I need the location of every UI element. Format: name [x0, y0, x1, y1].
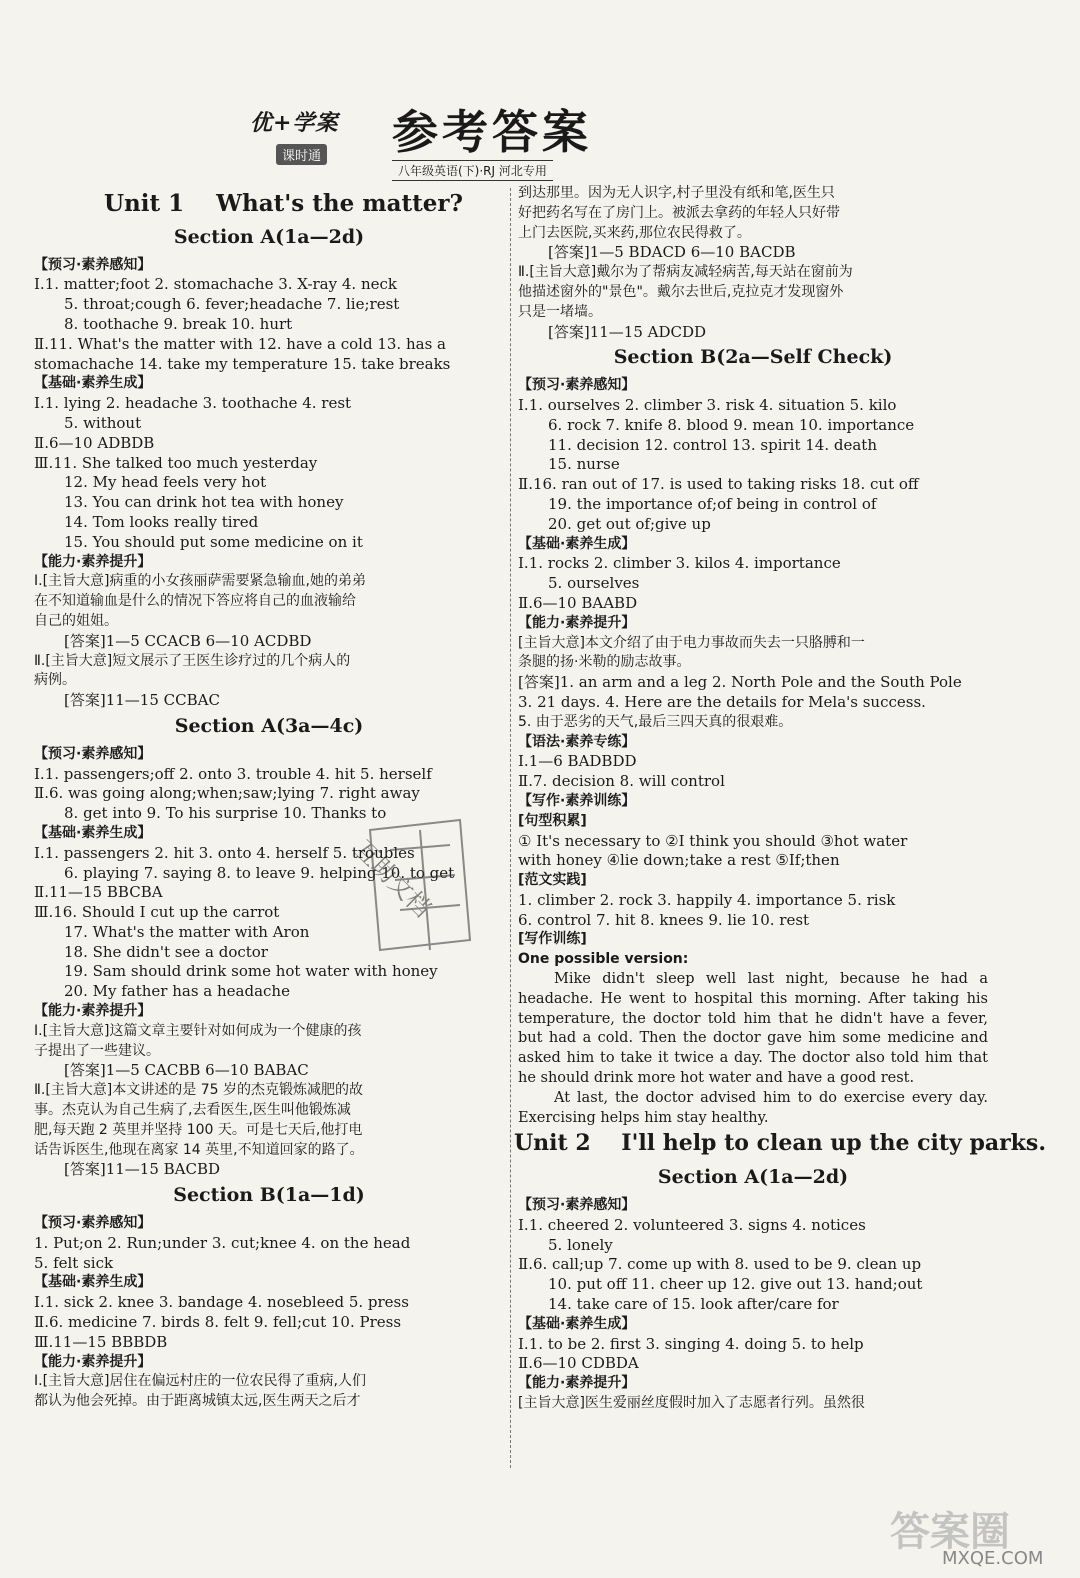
block-heading: 【能力·素养提升】	[518, 1375, 636, 1392]
answer-line: 19. Sam should drink some hot water with honey	[64, 962, 438, 981]
answer-line: Ⅱ.[主旨大意]本文讲述的是 75 岁的杰克锻炼减肥的故	[34, 1082, 363, 1099]
block-heading: 【预习·素养感知】	[518, 377, 636, 394]
block-heading: 【能力·素养提升】	[518, 614, 636, 631]
answer-line: 肥,每天跑 2 英里并坚持 100 天。可是七天后,他打电	[34, 1121, 363, 1138]
block-heading: 【预习·素养感知】	[34, 256, 152, 273]
answer-line: Ⅱ.6. was going along;when;saw;lying 7. right away	[34, 784, 420, 803]
answer-line: Ⅱ.6—10 BAABD	[518, 593, 638, 612]
unit-2-title: Unit 2 I'll help to clean up the city parks.	[514, 1130, 1046, 1157]
section-heading: Section A(1a—2d)	[657, 1166, 849, 1189]
answer-line: 6. control 7. hit 8. knees 9. lie 10. rest	[518, 910, 810, 929]
answer-line: 5. 由于恶劣的天气,最后三四天真的很艰难。	[518, 713, 793, 730]
block-heading: 【能力·素养提升】	[34, 553, 152, 570]
answer-line: 病例。	[34, 672, 76, 689]
watermark-logo: 答案圈	[890, 1509, 1010, 1555]
essay-paragraph: At last, the doctor advised him to do exercise every day. Exercising helps him stay healthy.	[518, 1089, 988, 1126]
answer-line: 子提出了一些建议。	[34, 1042, 160, 1059]
answer-line: 14. Tom looks really tired	[64, 512, 259, 531]
answer-line: 条腿的扬·米勒的励志故事。	[518, 654, 691, 671]
answer-line: Ⅰ.1—6 BADBDD	[518, 752, 637, 771]
page-title: 参考答案	[392, 105, 592, 159]
right-column	[514, 184, 1046, 1414]
block-heading: 【基础·素养生成】	[34, 1274, 152, 1291]
block-heading: 【语法·素养专练】	[518, 733, 636, 750]
answer-line: 3. 21 days. 4. Here are the details for Mela's success.	[518, 692, 926, 711]
watermark-url: MXQE.COM	[942, 1548, 1044, 1569]
answer-line: 自己的姐姐。	[34, 612, 118, 629]
answer-line: Ⅱ.16. ran out of 17. is used to taking risks 18. cut off	[518, 475, 919, 494]
answer-line: [答案]11—15 BACBD	[64, 1160, 221, 1179]
answer-line: 11. decision 12. control 13. spirit 14. death	[548, 435, 877, 454]
answer-line: 14. take care of 15. look after/care for	[548, 1295, 839, 1314]
answer-line: [答案]1—5 BDACD 6—10 BACDB	[548, 243, 796, 262]
answer-line: Ⅰ.1. matter;foot 2. stomachache 3. X-ray 4. neck	[34, 275, 397, 294]
answer-line: 到达那里。因为无人识字,村子里没有纸和笔,医生只	[518, 185, 835, 201]
answer-line: 好把药名写在了房门上。被派去拿药的年轻人只好带	[518, 204, 840, 221]
unit-1-title: Unit 1 What's the matter?	[104, 190, 463, 217]
block-heading: 【预习·素养感知】	[518, 1197, 636, 1214]
block-subheading: [写作训练]	[518, 931, 587, 948]
answer-line: 12. My head feels very hot	[64, 473, 267, 492]
essay-paragraph: Mike didn't sleep well last night, because he had a headache. He went to hospital this morning. After taking his temperature, the doctor told him that he didn't have a fever, but had a cold. Then the doctor gave him some medicine and asked him to take it twice a day. The doctor also told him that he should drink more hot water and have a good rest.	[518, 971, 988, 1087]
answer-line: Ⅱ.6—10 CDBDA	[518, 1354, 639, 1373]
answer-line: Ⅱ.6. medicine 7. birds 8. felt 9. fell;cut 10. Press	[34, 1313, 402, 1332]
answer-line: [答案]1. an arm and a leg 2. North Pole and the South Pole	[518, 673, 962, 692]
answer-line: 1. Put;on 2. Run;under 3. cut;knee 4. on the head	[34, 1233, 411, 1252]
sample-essay	[518, 970, 988, 1128]
answer-line: 20. My father has a headache	[64, 982, 290, 1001]
answer-line: [答案]11—15 ADCDD	[548, 322, 707, 341]
sample-essay-label: One possible version:	[518, 951, 689, 968]
answer-line: 5. without	[64, 413, 142, 432]
answer-line: with honey ④lie down;take a rest ⑤If;then	[518, 851, 840, 870]
block-heading: 【基础·素养生成】	[518, 535, 636, 552]
answer-line: 18. She didn't see a doctor	[64, 942, 268, 961]
block-subheading: [句型积累]	[518, 812, 587, 829]
answer-line: [答案]11—15 CCBAC	[64, 691, 220, 710]
answer-line: 15. nurse	[548, 455, 620, 474]
answer-line: Ⅰ.1. cheered 2. volunteered 3. signs 4. notices	[518, 1215, 866, 1234]
answer-line: Ⅰ.[主旨大意]居住在偏远村庄的一位农民得了重病,人们	[34, 1373, 366, 1390]
answer-line: Ⅱ.6. call;up 7. come up with 8. used to be 9. clean up	[518, 1255, 922, 1274]
block-heading: 【写作·素养训练】	[518, 792, 636, 809]
answer-line: Ⅰ.[主旨大意]这篇文章主要针对如何成为一个健康的孩	[34, 1022, 362, 1039]
answer-line: 话告诉医生,他现在离家 14 英里,不知道回家的路了。	[34, 1141, 364, 1158]
answer-line: Ⅲ.16. Should I cut up the carrot	[34, 903, 280, 922]
answer-line: 5. throat;cough 6. fever;headache 7. lie;rest	[64, 295, 400, 314]
section-heading: Section B(1a—1d)	[173, 1184, 365, 1207]
answer-line: Ⅱ.[主旨大意]短文展示了王医生诊疗过的几个病人的	[34, 652, 351, 669]
answer-line: [答案]1—5 CACBB 6—10 BABAC	[64, 1061, 309, 1080]
column-divider	[510, 188, 511, 1468]
answer-line: 20. get out of;give up	[548, 514, 711, 533]
answer-line: Ⅲ.11. She talked too much yesterday	[34, 453, 318, 472]
answer-line: 都认为他会死掉。由于距离城镇太远,医生两天之后才	[34, 1393, 361, 1410]
answer-line: Ⅱ.6—10 ADBDB	[34, 433, 155, 452]
answer-line: Ⅰ.1. passengers 2. hit 3. onto 4. herself 5. troubles	[34, 843, 415, 862]
answer-line: Ⅱ.[主旨大意]戴尔为了帮病友减轻病苦,每天站在窗前为	[518, 264, 853, 281]
block-heading: 【基础·素养生成】	[518, 1315, 636, 1332]
answer-line: 6. rock 7. knife 8. blood 9. mean 10. importance	[548, 415, 915, 434]
answer-line: 10. put off 11. cheer up 12. give out 13. hand;out	[548, 1275, 923, 1294]
answer-line: Ⅰ.[主旨大意]病重的小女孩丽萨需要紧急输血,她的弟弟	[34, 573, 366, 590]
answer-line: 1. climber 2. rock 3. happily 4. importance 5. risk	[518, 890, 896, 909]
answer-line: Ⅰ.1. lying 2. headache 3. toothache 4. rest	[34, 394, 352, 413]
answer-line: Ⅰ.1. sick 2. knee 3. bandage 4. nosebleed 5. press	[34, 1293, 409, 1312]
answer-line: 5. lonely	[548, 1235, 613, 1254]
section-heading: Section A(3a—4c)	[174, 714, 364, 737]
logo-badge: 课时通	[276, 144, 327, 165]
answer-line: Ⅰ.1. rocks 2. climber 3. kilos 4. importance	[518, 554, 841, 573]
answer-line: ① It's necessary to ②I think you should ③hot water	[518, 831, 908, 850]
answer-line: 他描述窗外的"景色"。戴尔去世后,克拉克才发现窗外	[518, 283, 844, 300]
answer-line: 13. You can drink hot tea with honey	[64, 493, 344, 512]
answer-line: [主旨大意]本文介绍了由于电力事故而失去一只胳膊和一	[518, 634, 865, 651]
answer-line: 在不知道输血是什么的情况下答应将自己的血液输给	[34, 593, 356, 610]
answer-line: 8. toothache 9. break 10. hurt	[64, 314, 293, 333]
block-heading: 【基础·素养生成】	[34, 824, 152, 841]
answer-line: Ⅱ.11. What's the matter with 12. have a cold 13. has a	[34, 334, 446, 353]
answer-line: [答案]1—5 CCACB 6—10 ACDBD	[64, 631, 312, 650]
block-heading: 【预习·素养感知】	[34, 1215, 152, 1232]
answer-line: 6. playing 7. saying 8. to leave 9. helping 10. to get	[64, 863, 455, 882]
answer-line: 17. What's the matter with Aron	[64, 922, 310, 941]
answer-line: 事。杰克认为自己生病了,去看医生,医生叫他锻炼减	[34, 1102, 351, 1119]
answer-line: [主旨大意]医生爱丽丝度假时加入了志愿者行列。虽然很	[518, 1395, 865, 1412]
answer-line: Ⅱ.7. decision 8. will control	[518, 772, 725, 791]
section-heading: Section B(2a—Self Check)	[613, 346, 893, 369]
answer-line: 19. the importance of;of being in control of	[548, 494, 877, 513]
answer-line: Ⅰ.1. passengers;off 2. onto 3. trouble 4. hit 5. herself	[34, 764, 432, 783]
stamp-text: 互助文档	[348, 834, 437, 923]
block-heading: 【能力·素养提升】	[34, 1003, 152, 1020]
answer-line: Ⅰ.1. to be 2. first 3. singing 4. doing 5. to help	[518, 1334, 864, 1353]
block-heading: 【预习·素养感知】	[34, 745, 152, 762]
answer-line: 上门去医院,买来药,那位农民得救了。	[518, 224, 751, 241]
answer-line: 15. You should put some medicine on it	[64, 532, 363, 551]
answer-line: Ⅰ.1. ourselves 2. climber 3. risk 4. situation 5. kilo	[518, 395, 897, 414]
answer-line: Ⅲ.11—15 BBBDB	[34, 1332, 168, 1351]
brand-logo	[248, 104, 360, 166]
page-subtitle: 八年级英语(下)·RJ 河北专用	[392, 160, 553, 181]
logo-title: 优+学案	[250, 110, 339, 136]
answer-line: stomachache 14. take my temperature 15. take breaks	[34, 354, 451, 373]
answer-line: 5. ourselves	[548, 574, 640, 593]
answer-line: 只是一堵墙。	[518, 303, 602, 320]
section-heading: Section A(1a—2d)	[173, 225, 365, 248]
block-heading: 【能力·素养提升】	[34, 1353, 152, 1370]
answer-line: 8. get into 9. To his surprise 10. Thanks to	[64, 804, 387, 823]
answer-line: 5. felt sick	[34, 1253, 114, 1272]
answer-line: Ⅱ.11—15 BBCBA	[34, 883, 163, 902]
left-column	[34, 188, 504, 1412]
block-subheading: [范文实践]	[518, 872, 587, 889]
block-heading: 【基础·素养生成】	[34, 375, 152, 392]
